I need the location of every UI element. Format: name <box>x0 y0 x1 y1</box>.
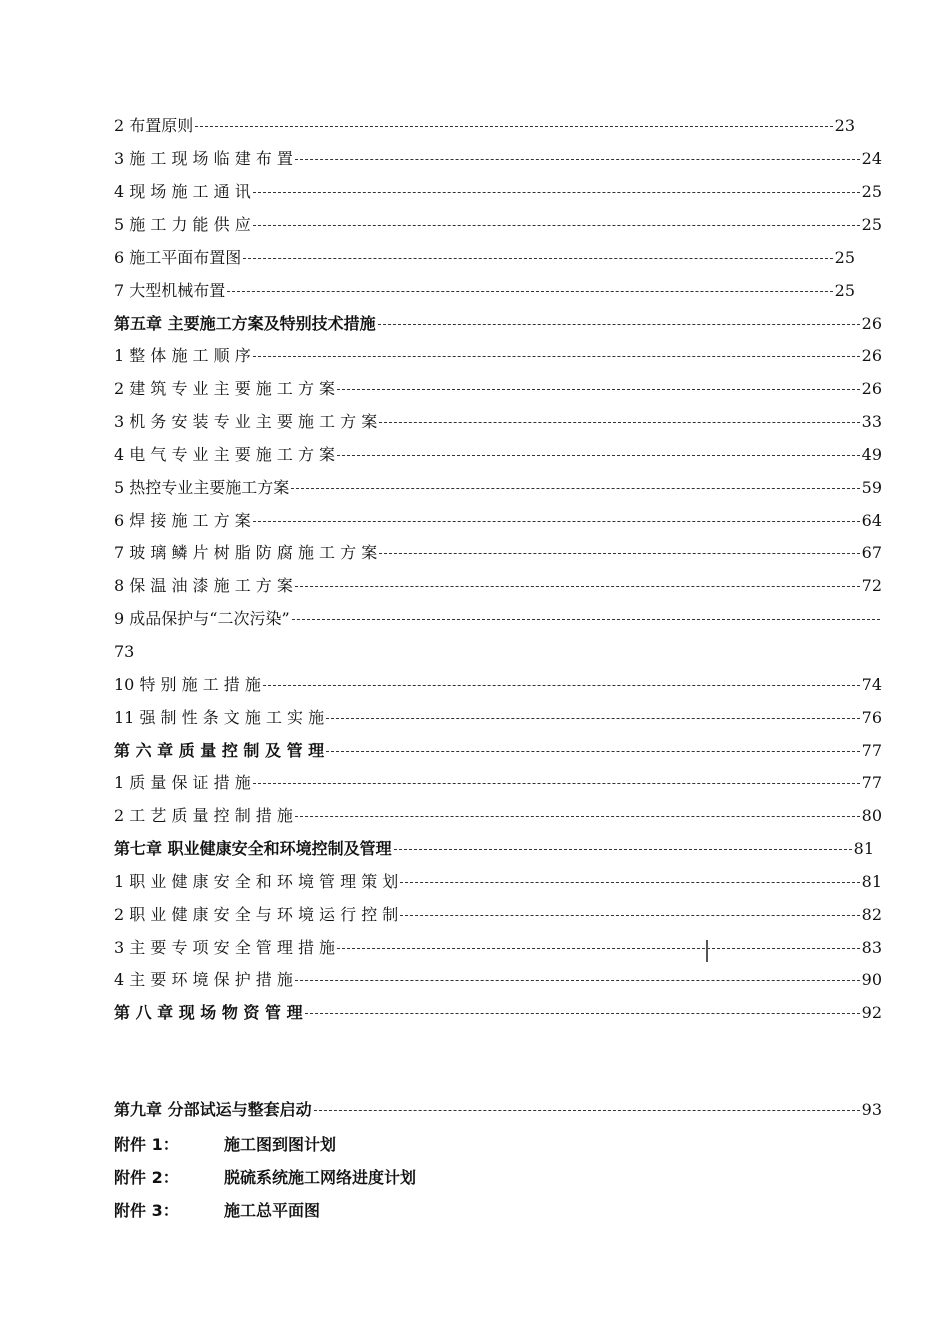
dot-leader <box>295 980 860 981</box>
toc-entry-page: 77 <box>861 741 882 760</box>
dot-leader <box>263 685 860 686</box>
toc-entry[interactable] <box>114 312 882 336</box>
toc-entry[interactable] <box>114 936 882 960</box>
dot-leader <box>292 619 880 620</box>
toc-entry-title: 3 主 要 专 项 安 全 管 理 措 施 <box>114 938 336 957</box>
dot-leader <box>243 258 832 259</box>
toc-entry-page: 25 <box>834 248 855 267</box>
toc-entry-title: 3 机 务 安 装 专 业 主 要 施 工 方 案 <box>114 412 378 431</box>
toc-entry-title: 10 特 别 施 工 措 施 <box>114 675 261 694</box>
dot-leader <box>400 882 859 883</box>
toc-wrapped-page-number: 73 <box>114 642 135 661</box>
toc-entry[interactable] <box>114 607 882 631</box>
toc-entry-page: 93 <box>861 1100 882 1119</box>
toc-entry-page: 25 <box>861 182 882 201</box>
toc-entry[interactable] <box>114 114 855 138</box>
toc-entry-page: 81 <box>861 872 882 891</box>
dot-leader <box>326 718 860 719</box>
attachment-label: 附件 1： <box>114 1134 179 1154</box>
dot-leader <box>379 422 859 423</box>
dot-leader <box>379 553 859 554</box>
attachment-entry[interactable] <box>114 1164 416 1188</box>
toc-entry-page: 25 <box>834 281 855 300</box>
dot-leader <box>378 324 860 325</box>
toc-entry-title: 7 大型机械布置 <box>114 281 226 300</box>
toc-entry-title: 第七章 职业健康安全和环境控制及管理 <box>114 839 392 858</box>
toc-entry[interactable] <box>114 739 882 763</box>
dot-leader <box>326 751 860 752</box>
toc-entry-title: 第 八 章 现 场 物 资 管 理 <box>114 1003 303 1022</box>
dot-leader <box>337 389 860 390</box>
toc-entry-page: 90 <box>861 970 882 989</box>
toc-entry-page: 77 <box>861 773 882 792</box>
dot-leader <box>291 488 859 489</box>
toc-entry-title: 1 职 业 健 康 安 全 和 环 境 管 理 策 划 <box>114 872 399 891</box>
dot-leader <box>295 816 860 817</box>
dot-leader <box>227 291 832 292</box>
dot-leader <box>337 948 860 949</box>
toc-entry-title: 第 六 章 质 量 控 制 及 管 理 <box>114 741 325 760</box>
attachment-entry[interactable] <box>114 1197 320 1221</box>
dot-leader <box>394 849 852 850</box>
toc-entry-title: 2 布置原则 <box>114 116 194 135</box>
toc-entry[interactable] <box>114 903 882 927</box>
toc-entry-title: 5 施 工 力 能 供 应 <box>114 215 251 234</box>
toc-entry-page: 67 <box>861 543 882 562</box>
dot-leader <box>337 455 860 456</box>
toc-entry-title: 第五章 主要施工方案及特别技术措施 <box>114 314 376 333</box>
toc-entry[interactable] <box>114 344 882 368</box>
toc-entry[interactable] <box>114 476 882 500</box>
toc-entry-title: 4 主 要 环 境 保 护 措 施 <box>114 970 293 989</box>
toc-entry-title: 2 职 业 健 康 安 全 与 环 境 运 行 控 制 <box>114 905 399 924</box>
toc-entry[interactable] <box>114 541 882 565</box>
toc-entry-page: 26 <box>861 379 882 398</box>
toc-entry-title: 4 电 气 专 业 主 要 施 工 方 案 <box>114 445 336 464</box>
dot-leader <box>253 521 860 522</box>
toc-entry[interactable] <box>114 968 882 992</box>
toc-entry-title: 4 现 场 施 工 通 讯 <box>114 182 251 201</box>
dot-leader <box>195 126 832 127</box>
toc-entry[interactable] <box>114 673 882 697</box>
toc-entry-page: 49 <box>861 445 882 464</box>
toc-entry[interactable] <box>114 509 882 533</box>
dot-leader <box>295 586 860 587</box>
dot-leader <box>253 225 860 226</box>
toc-entry-page: 92 <box>861 1003 882 1022</box>
toc-entry[interactable] <box>114 377 882 401</box>
attachment-label: 附件 2： <box>114 1167 179 1187</box>
toc-entry[interactable] <box>114 180 882 204</box>
toc-entry-page: 82 <box>861 905 882 924</box>
dot-leader <box>253 356 860 357</box>
toc-entry-title: 第九章 分部试运与整套启动 <box>114 1100 312 1119</box>
toc-entry-page: 74 <box>861 675 882 694</box>
toc-entry-title: 2 建 筑 专 业 主 要 施 工 方 案 <box>114 379 336 398</box>
toc-entry-page: 26 <box>861 346 882 365</box>
toc-entry-page: 81 <box>853 839 874 858</box>
dot-leader <box>253 783 860 784</box>
attachment-label: 附件 3： <box>114 1200 179 1220</box>
dot-leader <box>253 192 860 193</box>
toc-entry-page: 25 <box>861 215 882 234</box>
attachment-entry[interactable] <box>114 1131 336 1155</box>
toc-entry-title: 7 玻 璃 鳞 片 树 脂 防 腐 施 工 方 案 <box>114 543 378 562</box>
attachment-title: 施工总平面图 <box>224 1200 321 1220</box>
toc-entry[interactable] <box>114 804 882 828</box>
toc-entry-page: 33 <box>861 412 882 431</box>
toc-entry-title: 6 焊 接 施 工 方 案 <box>114 511 251 530</box>
toc-entry[interactable] <box>114 1098 882 1122</box>
toc-entry-title: 2 工 艺 质 量 控 制 措 施 <box>114 806 293 825</box>
toc-entry-page: 64 <box>861 511 882 530</box>
toc-entry-title: 3 施 工 现 场 临 建 布 置 <box>114 149 293 168</box>
toc-entry-title: 11 强 制 性 条 文 施 工 实 施 <box>114 708 325 727</box>
dot-leader <box>295 159 860 160</box>
toc-entry-title: 9 成品保护与“二次污染” <box>114 609 290 628</box>
toc-entry[interactable] <box>114 246 855 270</box>
dot-leader <box>400 915 859 916</box>
toc-entry-title: 1 质 量 保 证 措 施 <box>114 773 251 792</box>
toc-entry-page: 83 <box>861 938 882 957</box>
toc-entry-page: 76 <box>861 708 882 727</box>
toc-entry-page: 59 <box>861 478 882 497</box>
dot-leader <box>305 1013 860 1014</box>
toc-entry-title: 8 保 温 油 漆 施 工 方 案 <box>114 576 293 595</box>
toc-entry-page: 26 <box>861 314 882 333</box>
toc-entry-title: 6 施工平面布置图 <box>114 248 242 267</box>
attachment-title: 脱硫系统施工网络进度计划 <box>224 1167 417 1187</box>
toc-entry[interactable] <box>114 410 882 434</box>
toc-entry[interactable] <box>114 147 882 171</box>
dot-leader <box>314 1110 860 1111</box>
toc-entry[interactable] <box>114 837 874 861</box>
attachment-title: 施工图到图计划 <box>224 1134 337 1154</box>
toc-entry-title: 5 热控专业主要施工方案 <box>114 478 290 497</box>
toc-entry-page: 80 <box>861 806 882 825</box>
toc-entry[interactable] <box>114 771 882 795</box>
toc-entry[interactable] <box>114 574 882 598</box>
toc-entry-page: 23 <box>834 116 855 135</box>
toc-entry[interactable] <box>114 279 855 303</box>
toc-entry[interactable] <box>114 706 882 730</box>
toc-entry[interactable] <box>114 1001 882 1025</box>
toc-entry[interactable] <box>114 870 882 894</box>
toc-entry[interactable] <box>114 213 882 237</box>
toc-entry-title: 1 整 体 施 工 顺 序 <box>114 346 251 365</box>
toc-entry-page: 24 <box>861 149 882 168</box>
toc-entry[interactable] <box>114 443 882 467</box>
text-cursor <box>706 940 708 962</box>
toc-entry-page: 72 <box>861 576 882 595</box>
